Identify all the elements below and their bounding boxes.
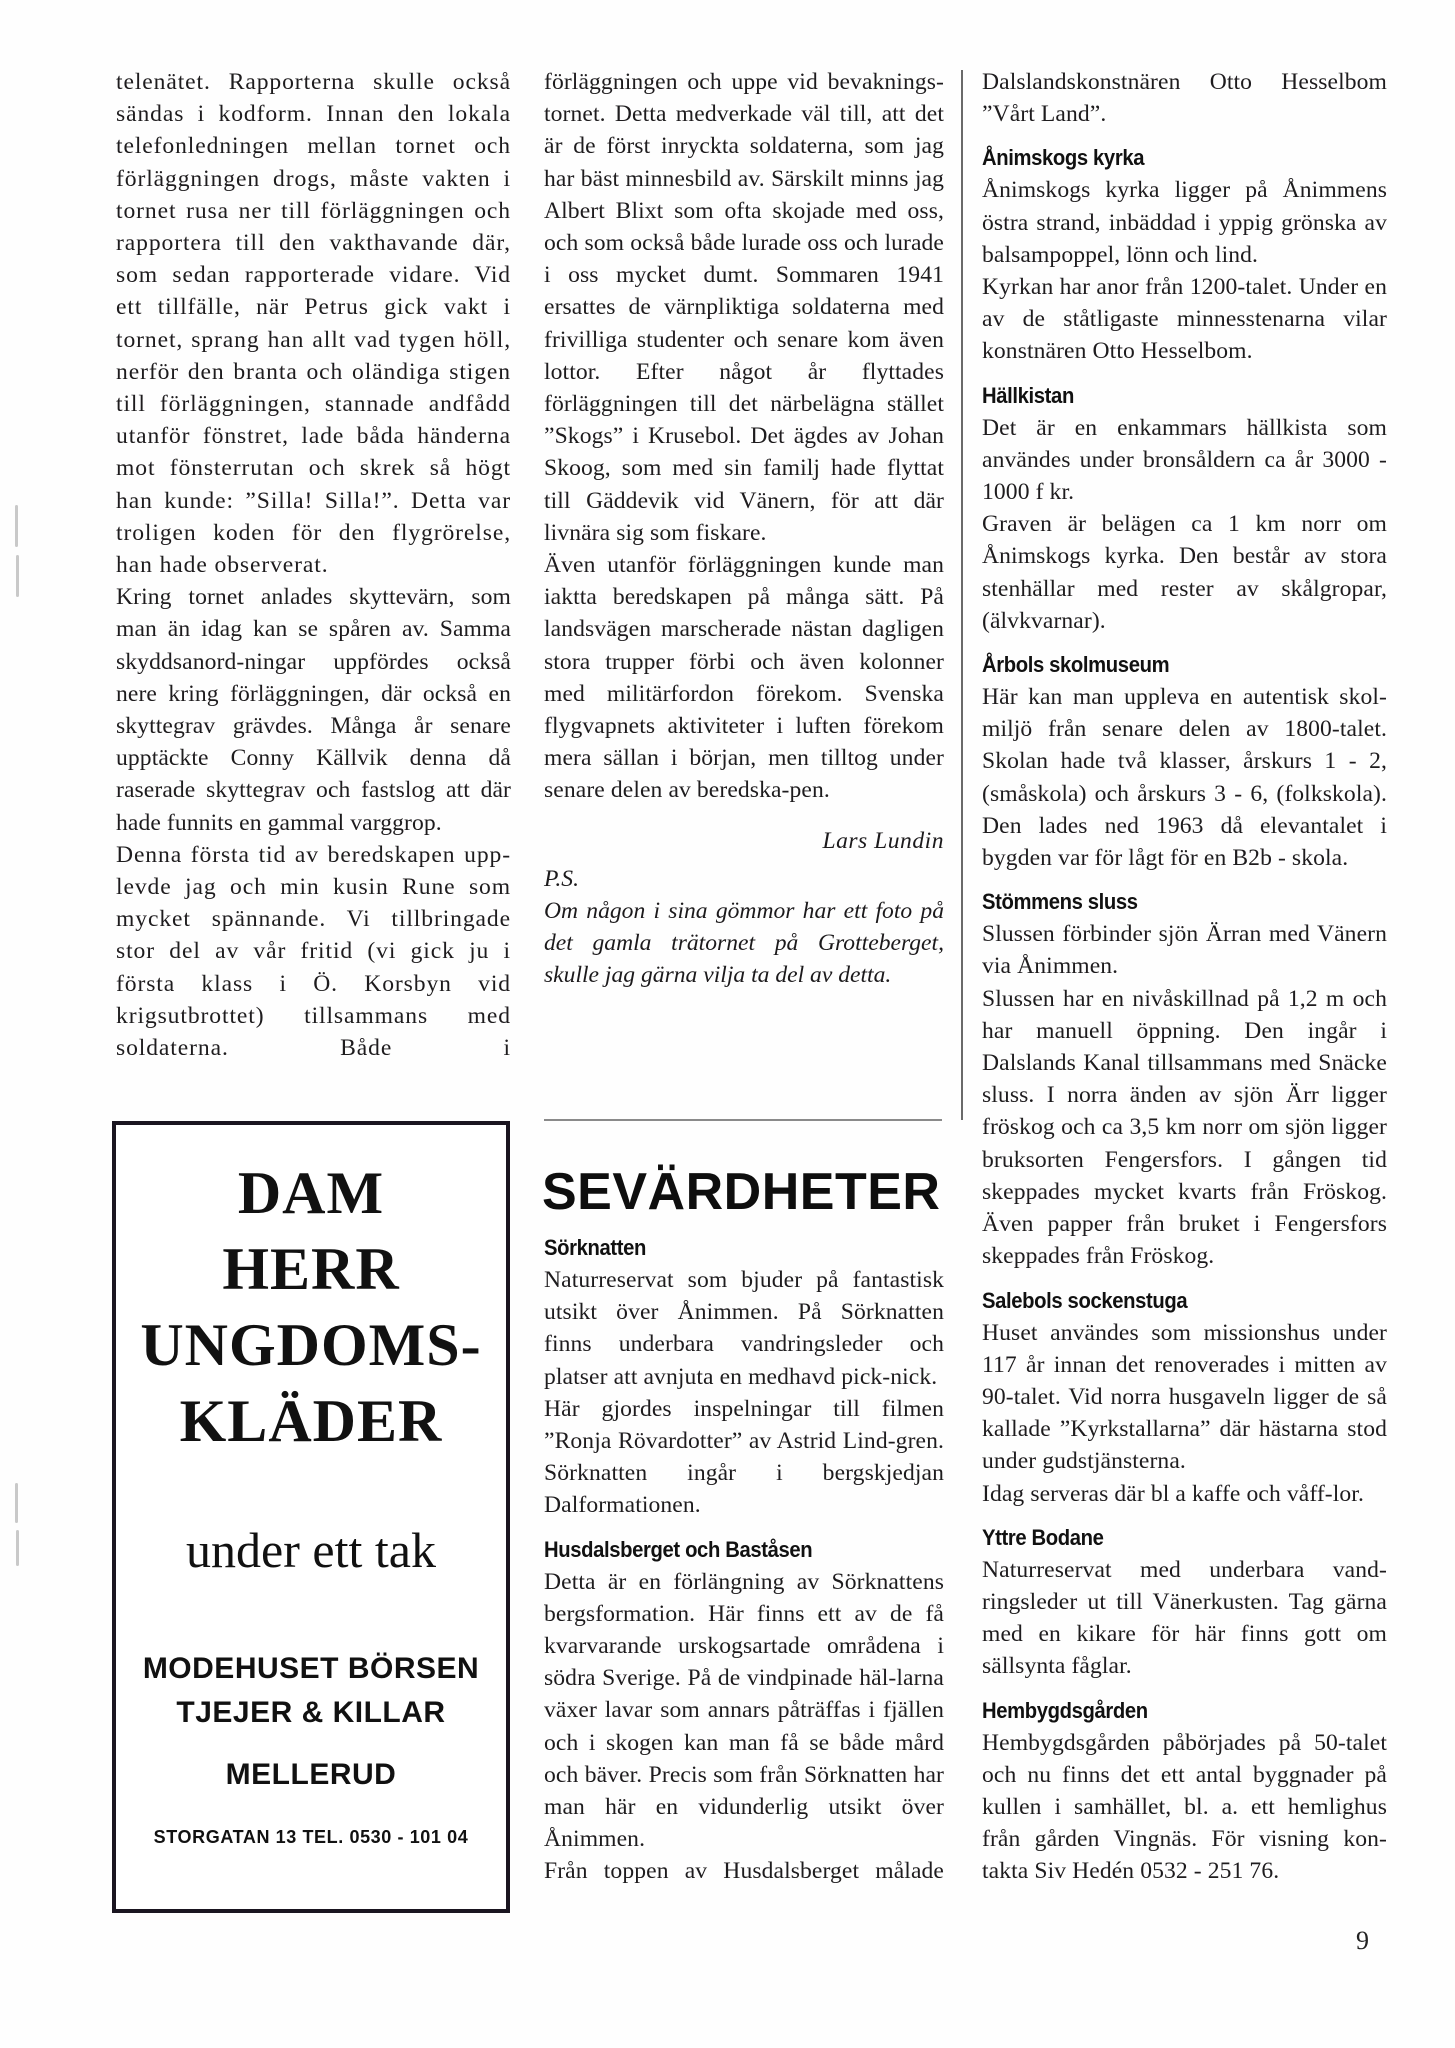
attraction-hembygdsgarden bbox=[982, 1697, 1387, 1888]
attraction-paragraph: Graven är belägen ca 1 km norr om Ånimskogs kyrka. Den består av stora stenhällar med rester av skålgropar, (älvkvarnar). bbox=[982, 511, 1387, 634]
attraction-salebols-sockenstuga bbox=[982, 1287, 1387, 1510]
attraction-paragraph: Slussen har en nivåskillnad på 1,2 m och har manuell öppning. Den ingår i Dalslands Kanal tillsammans med Snäcke sluss. I norra änden av sjön Ärr ligger fröskog och ca 3,5 km norr om sjön ligger bruksorten Fengersfors. I gången tid skeppades mycket kvarts från Fröskog. Även papper från bruket i Fengersfors skeppades från Fröskog. bbox=[982, 985, 1387, 1270]
attraction-heading: Hembygdsgården bbox=[982, 1697, 1148, 1723]
attraction-stommens-sluss bbox=[982, 888, 1387, 1272]
ad-address: STORGATAN 13 TEL. 0530 - 101 04 bbox=[153, 1827, 469, 1847]
scan-artifact-mark bbox=[16, 1530, 19, 1566]
attraction-paragraph: Detta är en förlängning av Sörknattens bergsformation. Här finns ett av de få kvarvarande urskogsartade områdena i södra Sverige. På de vindpinade häl-larna växer lavar som annars påträffas i fjällen och i skogen kan man få se både mård och bäver. Precis som från Sörknatten har man här en vidunderlig utsikt över Ånimmen. bbox=[544, 1568, 944, 1853]
ad-shop-block bbox=[116, 1647, 506, 1735]
ps-text: Om någon i sina gömmor har ett foto på det gamla trätornet på Grotteberget, skulle jag gärna vilja ta del av detta. bbox=[544, 897, 944, 989]
section-title: SEVÄRDHETER bbox=[542, 1163, 941, 1221]
ad-headline bbox=[116, 1155, 506, 1459]
advertisement-box bbox=[112, 1121, 510, 1913]
attraction-heading: Yttre Bodane bbox=[982, 1524, 1104, 1550]
article-middle-column bbox=[544, 66, 944, 992]
attraction-paragraph: Slussen förbinder sjön Ärran med Vänern via Ånimmen. bbox=[982, 921, 1387, 980]
attraction-arbols-skolmuseum bbox=[982, 651, 1387, 874]
attraction-heading: Årbols skolmuseum bbox=[982, 652, 1170, 678]
attraction-paragraph: Kyrkan har anor från 1200-talet. Under en av de ståtligaste minnesstenarna vilar konstnären Otto Hesselbom. bbox=[982, 274, 1387, 365]
attraction-paragraph: Hembygdsgården påbörjades på 50-talet och nu finns det ett antal byggnader på kullen i samhället, bl. a. ett hemlighus från gården Vingnäs. För visning kon-takta Siv Hedén 0532 - 251 76. bbox=[982, 1729, 1387, 1885]
attraction-heading: Husdalsberget och Baståsen bbox=[544, 1536, 813, 1562]
ad-line-klader: KLÄDER bbox=[179, 1388, 443, 1454]
article-paragraph: telenätet. Rapporterna skulle också sändas i kodform. Innan den lokala telefonledningen mellan tornet och förläggningen drogs, måste vakten i tornet rusa ner till förläggningen och rapportera till den vakthavande där, som sedan rapporterade vidare. Vid ett tillfälle, när Petrus gick vakt i tornet, sprang han allt vad tygen höll, nerför den branta och oländiga stigen till förläggningen, stannade andfådd utanför fönstret, lade båda händerna mot fönsterrutan och skrek så högt han kunde: ”Silla! Silla!”. Detta var troligen koden för den flygrörelse, han hade observerat. bbox=[116, 69, 511, 579]
attraction-heading: Ånimskogs kyrka bbox=[982, 145, 1145, 171]
attraction-heading: Hällkistan bbox=[982, 382, 1074, 408]
attraction-heading: Sörknatten bbox=[544, 1235, 647, 1260]
ad-line-ungdoms: UNGDOMS- bbox=[140, 1312, 482, 1378]
sevardheter-middle-column bbox=[544, 1234, 944, 1888]
attraction-paragraph: Huset användes som missionshus under 117 år innan det renoverades i mitten av 90-talet. Vid norra husgaveln ligger de så kallade ”Kyrkstallarna” där hästarna stod under gudstjänsterna. bbox=[982, 1319, 1387, 1475]
column-divider-vertical bbox=[961, 70, 963, 1120]
ad-shop-subtitle: TJEJER & KILLAR bbox=[176, 1696, 446, 1729]
attraction-heading: Salebols sockenstuga bbox=[982, 1287, 1188, 1313]
article-left-column bbox=[116, 66, 511, 1064]
attraction-paragraph: Dalslandskonstnären Otto Hesselbom ”Vårt Land”. bbox=[982, 69, 1387, 128]
ad-line-dam: DAM bbox=[237, 1160, 385, 1226]
ad-shop-name: MODEHUSET BÖRSEN bbox=[142, 1652, 480, 1685]
article-paragraph: förläggningen och uppe vid bevaknings-tornet. Detta medverkade väl till, att det är de först inryckta soldaterna, som jag har bäst minnesbild av. Särskilt minns jag Albert Blixt som ofta skojade med oss, och som också både lurade oss och lurade i oss mycket dumt. Sommaren 1941 ersattes de värnpliktiga soldaterna med frivilliga studenter och senare kom även lottor. Efter något år flyttades förläggningen till det närbelägna stället ”Skogs” i Krusebol. Det ägdes av Johan Skoog, som med sin familj hade flyttat till Gäddevik vid Vänern, för att där livnära sig som fiskare. bbox=[544, 69, 944, 546]
attraction-yttre-bodane bbox=[982, 1524, 1387, 1683]
attraction-paragraph: Naturreservat med underbara vand-ringsleder ut till Vänerkusten. Tag gärna med en kikare för här finns gott om sällsynta fåglar. bbox=[982, 1556, 1387, 1680]
scan-artifact-mark bbox=[15, 1483, 18, 1523]
attraction-husdalsberget bbox=[544, 1536, 944, 1888]
ad-tagline: under ett tak bbox=[186, 1522, 436, 1578]
attraction-paragraph: Naturreservat som bjuder på fantastisk utsikt över Ånimmen. På Sörknatten finns underbara vandringsleder och platser att avnjuta en medhavd pick-nick. bbox=[544, 1267, 944, 1390]
attraction-paragraph: Från toppen av Husdalsberget målade bbox=[544, 1858, 944, 1885]
ad-city: MELLERUD bbox=[225, 1758, 397, 1791]
attraction-sorknatten bbox=[544, 1234, 944, 1522]
attraction-paragraph: Här gjordes inspelningar till filmen ”Ronja Rövardotter” av Astrid Lind-gren. Sörknatten ingår i bergskjedjan Dalformationen. bbox=[544, 1395, 944, 1519]
attraction-animskogs-kyrka bbox=[982, 144, 1387, 367]
ps-label: P.S. bbox=[544, 865, 579, 892]
page-number: 9 bbox=[1356, 1926, 1369, 1955]
ad-line-herr: HERR bbox=[222, 1236, 400, 1302]
attraction-paragraph: Det är en enkammars hällkista som användes under bronsåldern ca år 3000 - 1000 f kr. bbox=[982, 414, 1387, 506]
attraction-paragraph: Här kan man uppleva en autentisk skol-miljö från senare delen av 1800-talet. Skolan hade två klasser, årskurs 1 - 2, (småskola) och årskurs 3 - 6, (folkskola). Den lades ned 1963 då elevantalet i bygden var för lågt för en B2b - skola. bbox=[982, 684, 1387, 872]
sevardheter-right-column bbox=[982, 66, 1387, 1888]
article-paragraph: Kring tornet anlades skyttevärn, som man än idag kan se spåren av. Samma skyddsanord-ningar uppfördes också nere kring förläggningen, där också en skyttegrav grävdes. Många år senare upptäckte Conny Källvik denna då raserade skyttegrav och fastslog att där hade funnits en gammal varggrop. bbox=[116, 584, 511, 836]
article-paragraph: Denna första tid av beredskapen upp-levde jag och min kusin Rune som mycket spännande. Vi tillbringade stor del av vår fritid (vi gick ju i första klass i Ö. Korsbyn vid krigsutbrottet) tillsammans med soldaterna. Både i bbox=[116, 841, 511, 1062]
scan-artifact-mark bbox=[16, 555, 19, 597]
attraction-paragraph: Idag serveras där bl a kaffe och våff-lor. bbox=[982, 1480, 1364, 1507]
attraction-heading: Stömmens sluss bbox=[982, 889, 1138, 915]
scan-artifact-mark bbox=[15, 505, 18, 547]
section-divider-horizontal bbox=[544, 1119, 942, 1121]
article-paragraph: Även utanför förläggningen kunde man iaktta beredskapen på många sätt. På landsvägen marscherade nästan dagligen stora trupper förbi och även kolonner med militärfordon förekom. Svenska flygvapnets aktiviteter i luften förekom mera sällan i början, men tilltog under senare delen av beredska-pen. bbox=[544, 552, 944, 804]
attraction-hallkistan bbox=[982, 382, 1387, 637]
attraction-paragraph: Ånimskogs kyrka ligger på Ånimmens östra strand, inbäddad i yppig grönska av balsampoppel, lönn och lind. bbox=[982, 177, 1387, 268]
article-signature: Lars Lundin bbox=[822, 827, 944, 854]
